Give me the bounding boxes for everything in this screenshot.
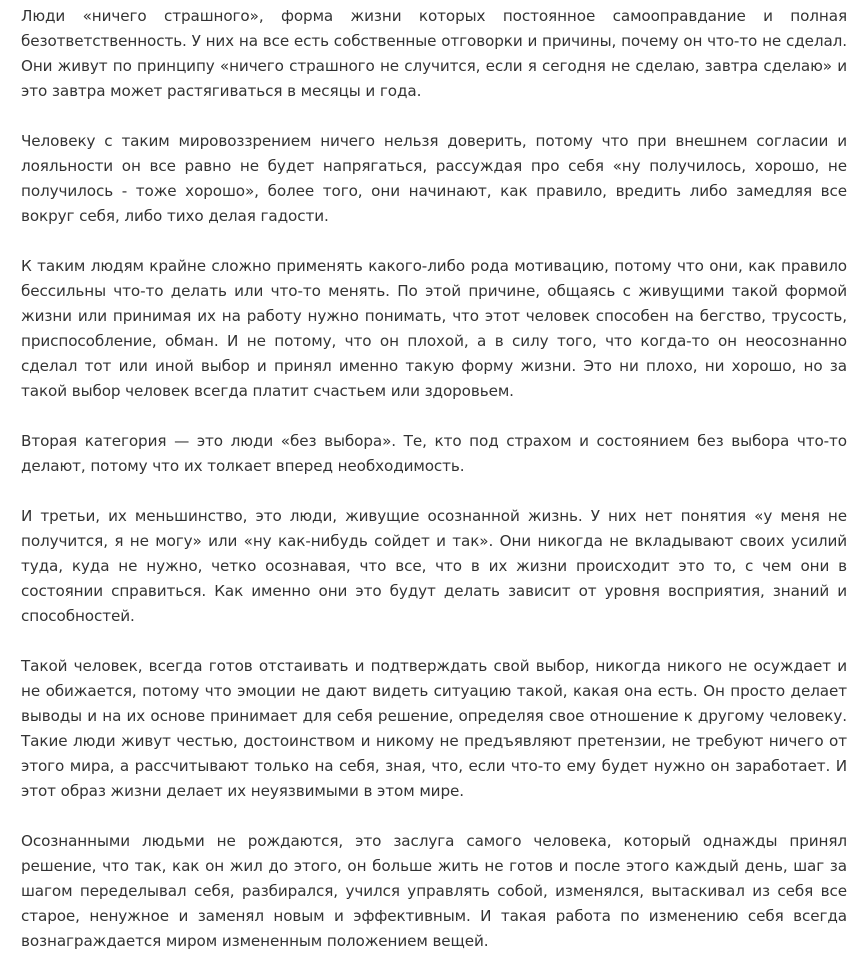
paragraph-2: Человеку с таким мировоззрением ничего нельзя доверить, потому что при внешнем согласии и лояльности он все равно не будет напрягаться, рассуждая про себя «ну получилось, хорошо, не получилось - тоже хорошо», более того, они начинают, как правило, вредить либо замедляя все вокруг себя, либо тихо делая гадости. — [21, 132, 847, 225]
paragraph-6: Такой человек, всегда готов отстаивать и подтверждать свой выбор, никогда никого не осуждает и не обижается, потому что эмоции не дают видеть ситуацию такой, какая она есть. Он просто делает выводы и на их основе принимает для себя решение, определяя свое отношение к другому человеку. Такие люди живут честью, достоинством и никому не предъявляют претензии, не требуют ничего от этого мира, а рассчитывают только на себя, зная, что, если что-то ему будет нужно он заработает. И этот образ жизни делает их неуязвимыми в этом мире. — [21, 657, 847, 800]
paragraph-7: Осознанными людьми не рождаются, это заслуга самого человека, который однажды принял решение, что так, как он жил до этого, он больше жить не готов и после этого каждый день, шаг за шагом переделывал себя, разбирался, учился управлять собой, изменялся, вытаскивал из себя все старое, ненужное и заменял новым и эффективным. И такая работа по изменению себя всегда вознаграждается миром измененным положением вещей. — [21, 832, 847, 950]
paragraph-5: И третьи, их меньшинство, это люди, живущие осознанной жизнь. У них нет понятия «у меня не получится, я не могу» или «ну как-нибудь сойдет и так». Они никогда не вкладывают своих усилий туда, куда не нужно, четко осознавая, что все, что в их жизни происходит это то, с чем они в состоянии справиться. Как именно они это будут делать зависит от уровня восприятия, знаний и способностей. — [21, 507, 847, 625]
paragraph-1: Люди «ничего страшного», форма жизни которых постоянное самооправдание и полная безответственность. У них на все есть собственные отговорки и причины, почему он что-то не сделал. Они живут по принципу «ничего страшного не случится, если я сегодня не сделаю, завтра сделаю» и это завтра может растягиваться в месяцы и года. — [21, 7, 847, 100]
paragraph-3: К таким людям крайне сложно применять какого-либо рода мотивацию, потому что они, как правило бессильны что-то делать или что-то менять. По этой причине, общаясь с живущими такой формой жизни или принимая их на работу нужно понимать, что этот человек способен на бегство, трусость, приспособление, обман. И не потому, что он плохой, а в силу того, что когда-то он неосознанно сделал тот или иной выбор и принял именно такую форму жизни. Это ни плохо, ни хорошо, но за такой выбор человек всегда платит счастьем или здоровьем. — [21, 257, 847, 400]
paragraph-4: Вторая категория — это люди «без выбора». Те, кто под страхом и состоянием без выбора что-то делают, потому что их толкает вперед необходимость. — [21, 432, 847, 475]
